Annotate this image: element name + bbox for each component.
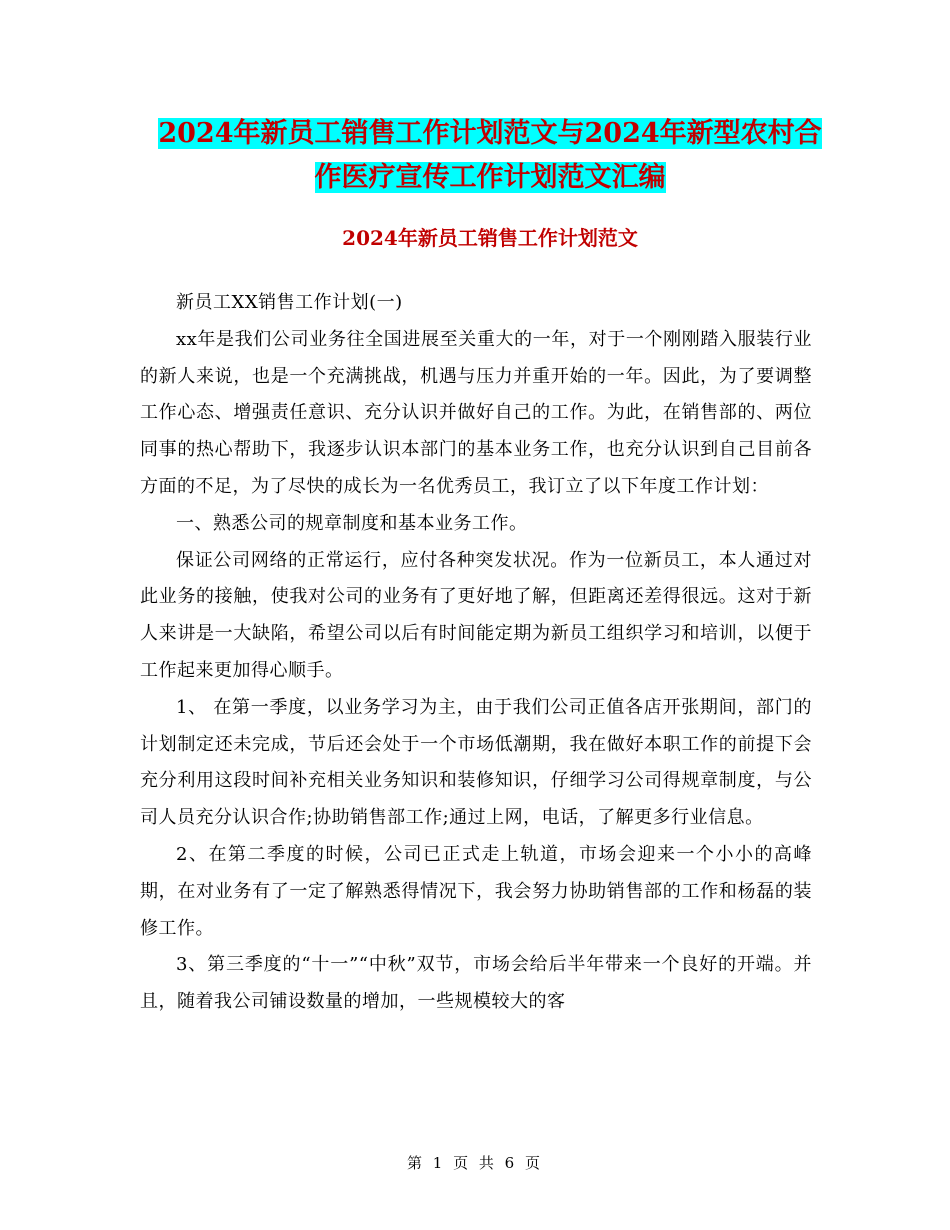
document-title [140,112,840,200]
paragraph-section-one: 一、熟悉公司的规章制度和基本业务工作。 [176,512,528,534]
paragraph-q1: 1、 在第一季度，以业务学习为主，由于我们公司正值各店开张期间，部门的计划制定还未完成，节后还会处于一个市场低潮期，我在做好本职工作的前提下会充分利用这段时间补充相关业务知识和装修知识，仔细学习公司得规章制度，与公司人员充分认识合作;协助销售部工作;通过上网，电话，了解更多行业信息。 [140,696,812,829]
paragraph-q3: 3、第三季度的“十一”“中秋”双节，市场会给后半年带来一个良好的开端。并且，随着我公司铺设数量的增加，一些规模较大的客 [140,954,812,1013]
title-line-2: 作医疗宣传工作计划范文汇编 [314,162,666,193]
title-line-1: 2024年新员工销售工作计划范文与2024年新型农村合 [158,118,822,149]
paragraph-network: 保证公司网络的正常运行，应付各种突发状况。作为一位新员工，本人通过对此业务的接触，使我对公司的业务有了更好地了解，但距离还差得很远。这对于新人来讲是一大缺陷，希望公司以后有时间能定期为新员工组织学习和培训，以便于工作起来更加得心顺手。 [140,549,812,681]
paragraph-plan-heading: 新员工XX销售工作计划(一) [176,292,403,313]
paragraph-q2: 2、在第二季度的时候，公司已正式走上轨道，市场会迎来一个小小的高峰期，在对业务有了一定了解熟悉得情况下，我会努力协助销售部的工作和杨磊的装修工作。 [140,843,812,939]
paragraph-intro: xx年是我们公司业务往全国进展至关重大的一年，对于一个刚刚踏入服装行业的新人来说，也是一个充满挑战，机遇与压力并重开始的一年。因此，为了要调整工作心态、增强责任意识、充分认识并做好自己的工作。为此，在销售部的、两位同事的热心帮助下，我逐步认识本部门的基本业务工作，也充分认识到自己目前各方面的不足，为了尽快的成长为一名优秀员工，我订立了以下年度工作计划： [140,328,812,497]
section-heading: 2024年新员工销售工作计划范文 [342,226,638,250]
page-footer: 第 1 页 共 6 页 [407,1154,543,1172]
document-body [140,285,812,1021]
